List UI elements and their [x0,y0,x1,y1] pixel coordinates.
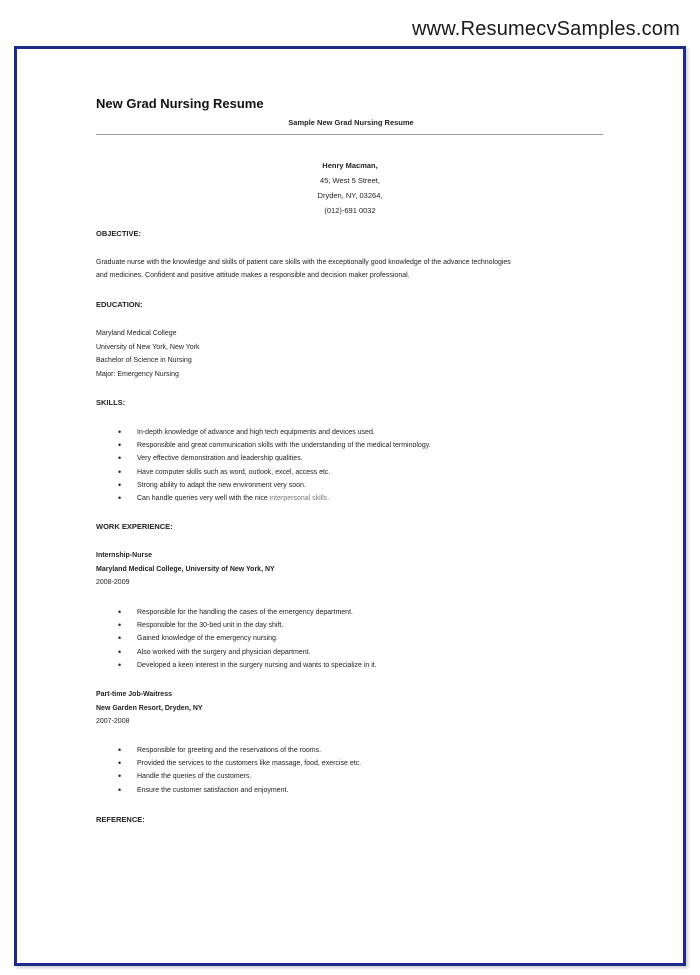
list-item: • Have computer skills such as word, outlook, excel, access etc. [118,466,431,479]
contact-address-1: 45, West 5 Street, [320,176,380,185]
education-heading: EDUCATION: [96,300,143,309]
list-item: • Responsible for the handling the cases of the emergency department. [118,606,377,619]
education-line: Maryland Medical College [96,330,177,337]
job-years: 2008-2009 [96,579,130,586]
subtitle-text: Sample New Grad Nursing Resume [288,118,414,127]
list-item: • Responsible for greeting and the reservations of the rooms. [118,744,361,757]
list-item: • In-depth knowledge of advance and high tech equipments and devices used. [118,426,431,439]
skills-list [118,426,431,505]
list-item: • Very effective demonstration and leadership qualities. [118,452,431,465]
list-item: • Ensure the customer satisfaction and enjoyment. [118,784,361,797]
page-title: New Grad Nursing Resume [96,96,264,111]
job-org: Maryland Medical College, University of New York, NY [96,565,275,573]
list-item: • Handle the queries of the customers. [118,770,361,783]
contact-block [250,158,450,218]
objective-line: and medicines. Confident and positive attitude makes a responsible and decision maker professional. [96,271,410,279]
education-list [96,327,200,381]
education-line: University of New York, New York [96,343,200,351]
reference-heading: REFERENCE: [96,815,145,824]
objective-line: Graduate nurse with the knowledge and skills of patient care skills with the exceptionally good knowledge of the advance technologies [96,259,511,266]
skill-text: Can handle queries very well with the nice [137,495,268,503]
work-heading: WORK EXPERIENCE: [96,522,173,531]
list-item: • Provided the services to the customers like massage, food, exercise etc. [118,757,361,770]
contact-address-2: Dryden, NY, 03264, [317,191,383,200]
job-header [96,549,275,590]
list-item: • Responsible for the 30-bed unit in the day shift. [118,619,377,632]
objective-text [96,257,596,282]
watermark: www.ResumecvSamples.com [411,18,680,40]
list-item: • Gained knowledge of the emergency nursing. [118,632,377,645]
list-item: • Developed a keen interest in the surgery nursing and wants to specialize in it. [118,659,377,672]
job-title: Internship-Nurse [96,552,153,559]
job-org: New Garden Resort, Dryden, NY [96,704,203,712]
skill-text-faded: interpersonal skills. [269,495,330,503]
education-line: Bachelor of Science in Nursing [96,357,192,364]
list-item: • Also worked with the surgery and physician department. [118,646,377,659]
job-header [96,688,203,729]
job-duties [118,744,361,797]
contact-phone: (012)-691 0032 [324,206,376,215]
skills-heading: SKILLS: [96,398,126,407]
job-years: 2007-2008 [96,718,130,725]
contact-name: Henry Macman, [322,161,378,170]
job-title: Part-time Job-Waitress [96,691,172,698]
job-duties [118,606,377,672]
list-item [118,492,431,505]
objective-heading: OBJECTIVE: [96,229,142,238]
education-line: Major: Emergency Nursing [96,370,179,378]
subtitle [0,118,700,127]
list-item: • Strong ability to adapt the new environment very soon. [118,479,431,492]
list-item: • Responsible and great communication skills with the understanding of the medical terminology. [118,439,431,452]
divider [96,134,603,135]
